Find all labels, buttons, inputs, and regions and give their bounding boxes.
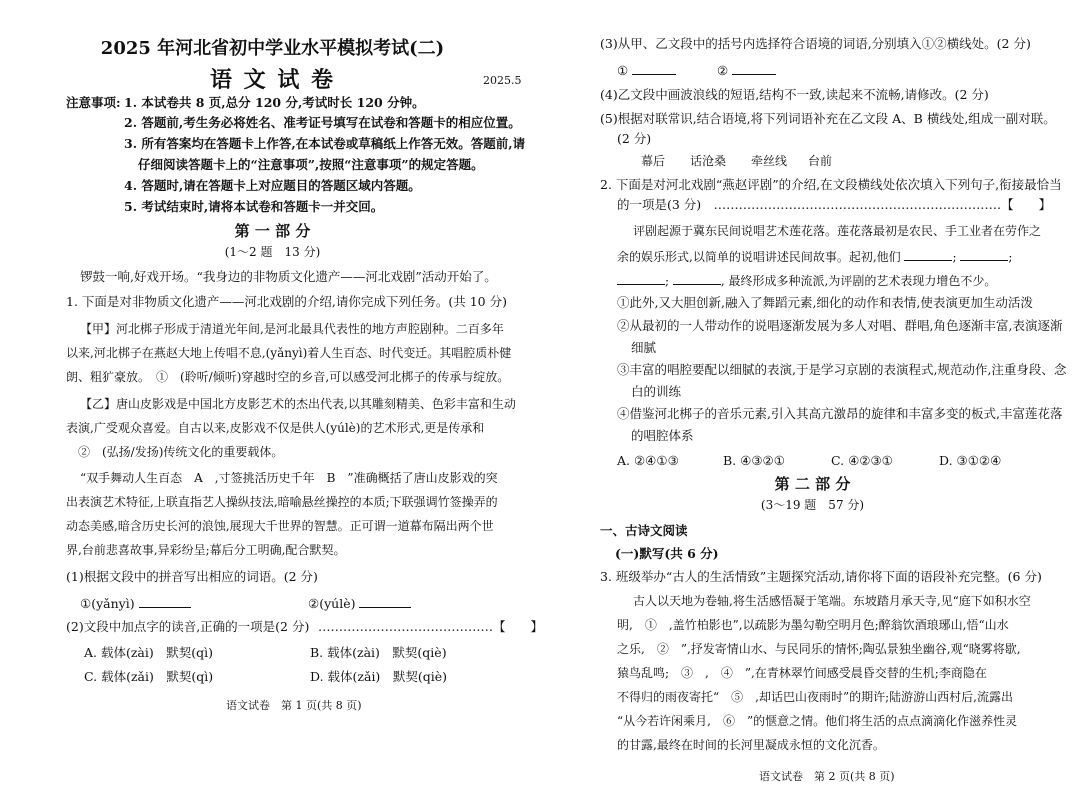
exam-date: 2025.5 [483,74,522,87]
question-2: 2. 下面是对河北戏剧“燕赵评剧”的介绍,在文段横线处依次填入下列句子,衔接最恰当 [600,177,1062,192]
notice-4: 4. 答题时,请在答题卡上对应题目的答题区域内答题。 [124,178,421,193]
passage-yi-3: ② (弘扬/发扬)传统文化的重要载体。 [66,445,284,459]
passage-jia-2: 以来,河北梆子在燕赵大地上传唱不息,(yǎnyì)着人生百态、时代变迁。其唱腔质朴健 [66,346,512,360]
passage-yi2-4: 界,台前悲喜故事,异彩纷呈;幕后分工明确,配合默契。 [66,543,346,557]
passage-yi2-3: 动态美感,暗含历史长河的浪蚀,展现大千世界的智慧。正可谓一道幕布隔出两个世 [66,519,494,533]
q2-option-1: ①此外,又大胆创新,融入了舞蹈元素,细化的动作和表情,使表演更加生动活泼 [617,295,1033,310]
exam-page-2 [545,0,1080,801]
option-d: D. 载体(zǎi) 默契(qiè) [310,669,447,684]
sub5-score: (2 分) [617,131,652,146]
q2-option-3b: 白的训练 [631,384,682,399]
exam-subtitle: 语 文 试 卷 [210,67,335,93]
notice-3: 3. 所有答案均在答题卡上作答,在本试卷或草稿纸上作答无效。答题前,请 [124,136,526,151]
part-one-range: (1～2 题 13 分) [224,245,321,259]
part-two-title: 第 二 部 分 [774,475,851,493]
sub-question-2: (2)文段中加点字的读音,正确的一项是(2 分) [66,619,310,634]
q2-passage-2: 余的娱乐形式,以简单的说唱讲述民间故事。起初,他们 ; ; [617,246,1012,266]
passage-yi2-2: 出表演艺术特征,上联直指艺人操纵技法,暗喻悬丝操控的本质;下联强调竹签操弄的 [66,495,498,509]
q2-option-2: ②从最初的一人带动作的说唱逐渐发展为多人对唱、群唱,角色逐渐丰富,表演逐渐 [617,318,1063,333]
sub3-answer-b: ② [717,60,776,80]
passage-jia-1: 【甲】河北梆子形成于清道光年间,是河北最具代表性的地方声腔剧种。二百多年 [80,322,504,336]
option-b: B. 载体(zài) 默契(qiè) [310,645,447,660]
sub-question-1: (1)根据文段中的拼音写出相应的词语。(2 分) [66,569,318,584]
sub2-answer-bracket: ……………………………………【 】 [318,619,544,634]
passage-yi2-1: “双手舞动人生百态 A ,寸签挑活历史千年 B ”准确概括了唐山皮影戏的突 [80,471,498,485]
q3-passage-2: 明, ① ,盖竹柏影也”,以疏影为墨勾勒空明月色;醉翁饮酒琅琊山,悟“山水 [617,618,1009,632]
q2-passage-1: 评剧起源于冀东民间说唱艺术莲花落。莲花落最初是农民、手工业者在劳作之 [633,224,1042,238]
section-1-sub: (一)默写(共 6 分) [615,546,719,561]
q2-choice-b: B. ④③②① [723,453,785,468]
notice-1: 1. 本试卷共 8 页,总分 120 分,考试时长 120 分钟。 [124,95,425,110]
passage-yi-2: 表演,广受观众喜爱。自古以来,皮影戏不仅是供人(yúlè)的艺术形式,更是传承和 [66,421,485,435]
part-one-title: 第 一 部 分 [234,222,311,240]
q2-option-4b: 的唱腔体系 [631,428,694,443]
sub3-answer-a: ① [617,60,676,80]
q3-passage-6: “从今若许闲乘月, ⑥ ”的惬意之情。他们将生活的点点滴滴化作滋养性灵 [617,714,1018,728]
word-4: 台前 [808,154,833,168]
page-1-footer: 语文试卷 第 1 页(共 8 页) [226,699,362,712]
sub-question-3: (3)从甲、乙文段中的括号内选择符合语境的词语,分别填入①②横线处。(2 分) [600,36,1031,51]
part-two-range: (3～19 题 57 分) [760,498,865,512]
sub-question-4: (4)乙文段中画波浪线的短语,结构不一致,读起来不流畅,请修改。(2 分) [600,87,989,102]
q2-choice-d: D. ③①②④ [939,453,1002,468]
sub1-answer-b-label: ②(yúlè) [308,593,411,613]
section-1-title: 一、古诗文阅读 [600,523,688,538]
word-1: 幕后 [641,154,666,168]
q3-passage-5: 不得归的雨夜寄托“ ⑤ ,却话巴山夜雨时”的期许;陆游游山西村后,流露出 [617,690,1013,704]
sub1-answer-a-label: ①(yǎnyì) [80,593,191,613]
option-c: C. 载体(zǎi) 默契(qì) [84,669,214,684]
option-a: A. 载体(zài) 默契(qì) [84,645,214,660]
notice-3b: 仔细阅读答题卡上的“注意事项”,按照“注意事项”的规定答题。 [138,157,484,172]
q2-option-4: ④借鉴河北梆子的音乐元素,引入其高亢激昂的旋律和丰富多变的板式,丰富莲花落 [617,406,1063,421]
q3-passage-7: 的甘露,最终在时间的长河里凝成永恒的文化沉香。 [617,738,885,752]
passage-yi-1: 【乙】唐山皮影戏是中国北方皮影艺术的杰出代表,以其雕刻精美、色彩丰富和生动 [80,397,516,411]
q2-option-3: ③丰富的唱腔要配以细腻的表演,于是学习京剧的表演程式,规范动作,注重身段、念 [617,362,1067,377]
notice-2: 2. 答题前,考生务必将姓名、准考证号填写在试卷和答题卡的相应位置。 [124,115,521,130]
sub-question-5: (5)根据对联常识,结合语境,将下列词语补充在乙文段 A、B 横线处,组成一副对联。 [600,111,1056,126]
q3-passage-4: 猿鸟乱鸣; ③ , ④ ”,在青林翠竹间感受晨昏交替的生机;李商隐在 [617,666,987,680]
exam-title: 2025 年河北省初中学业水平模拟考试(二) [100,38,445,59]
word-2: 话沧桑 [690,154,727,168]
word-3: 牵丝线 [751,154,788,168]
question-2b: 的一项是(3 分) ……………………………………………………………【 】 [617,197,1052,212]
q2-choice-c: C. ④②③① [831,453,893,468]
q3-passage-1: 古人以天地为卷轴,将生活感悟凝于笔端。东坡踏月承天寺,见“庭下如积水空 [633,594,1031,608]
page-2-footer: 语文试卷 第 2 页(共 8 页) [759,770,895,783]
notice-5: 5. 考试结束时,请将本试卷和答题卡一并交回。 [124,199,384,214]
passage-jia-3: 朗、粗犷豪放。 ① (聆听/倾听)穿越时空的乡音,可以感受河北梆子的传承与绽放。 [66,370,510,384]
q2-option-2b: 细腻 [631,340,657,355]
q2-passage-3: ; , 最终形成多种流派,为评剧的艺术表现力增色不少。 [617,270,996,290]
question-3: 3. 班级举办“古人的生活情致”主题探究活动,请你将下面的语段补充完整。(6 分) [600,569,1042,584]
intro-text: 锣鼓一响,好戏开场。“我身边的非物质文化遗产——河北戏剧”活动开始了。 [80,269,497,284]
notice-label: 注意事项: [66,95,121,110]
q2-choice-a: A. ②④①③ [617,453,679,468]
q3-passage-3: 之乐, ② ”,抒发寄情山水、与民同乐的情怀;陶弘景独坐幽谷,观“晓雾将歇, [617,642,1021,656]
question-1: 1. 下面是对非物质文化遗产——河北戏剧的介绍,请你完成下列任务。(共 10 分) [66,294,507,309]
